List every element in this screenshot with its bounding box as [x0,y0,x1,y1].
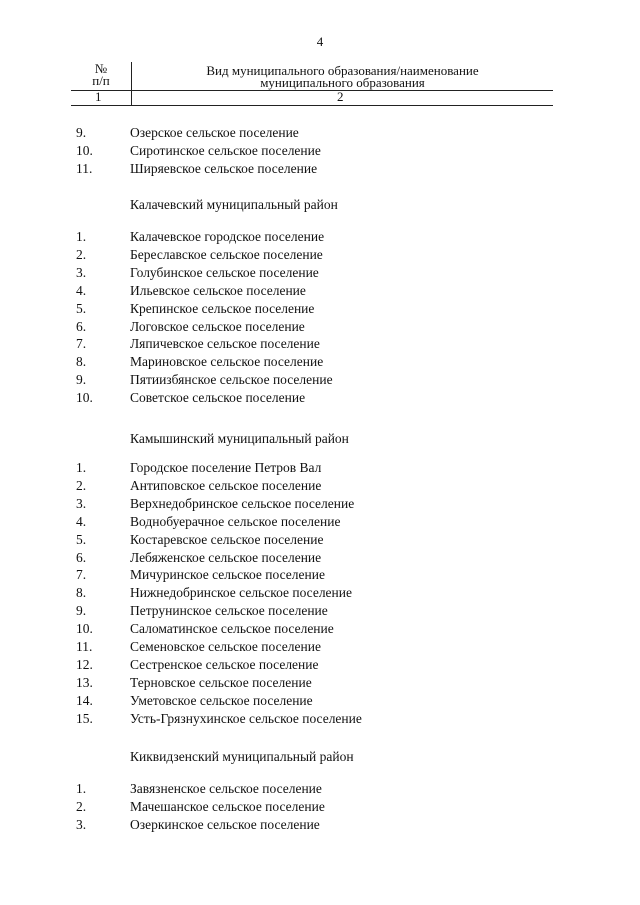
item-number: 10. [76,621,93,637]
item-name: Сиротинское сельское поселение [130,142,321,158]
column-1-number: 1 [95,89,102,104]
list-item [0,531,640,549]
column-name-header-line2: муниципального образования [260,75,425,90]
item-number: 9. [76,603,87,619]
list-item [0,371,640,389]
number-abbreviation: п/п [92,73,110,88]
item-name: Логовское сельское поселение [130,318,305,334]
item-name: Мичуринское сельское поселение [130,567,325,583]
list-item [0,300,640,318]
list-item [0,566,640,584]
list-item [0,160,640,178]
item-name: Усть-Грязнухинское сельское поселение [130,710,362,726]
item-number: 11. [76,160,93,176]
column-name-header [132,65,553,89]
item-number: 14. [76,692,93,708]
table-header-numbers [71,91,553,105]
list-item [0,389,640,407]
list-item [0,318,640,336]
item-name: Береславское сельское поселение [130,246,323,262]
column-2-number: 2 [337,89,344,104]
district-heading: Калачевский муниципальный район [130,197,338,212]
item-number: 7. [76,336,87,352]
list-item [0,602,640,620]
list-item [0,620,640,638]
list-item [0,674,640,692]
list-item [0,459,640,477]
item-number: 2. [76,798,87,814]
item-number: 2. [76,246,87,262]
item-name: Костаревское сельское поселение [130,531,324,547]
list-item [0,353,640,371]
item-number: 8. [76,354,87,370]
item-name: Озеркинское сельское поселение [130,816,320,832]
item-number: 15. [76,710,93,726]
list-item [0,584,640,602]
item-name: Ильевское сельское поселение [130,282,306,298]
list-item [0,142,640,160]
page-number: 4 [316,34,324,49]
item-number: 8. [76,585,87,601]
item-name: Саломатинское сельское поселение [130,621,334,637]
item-number: 6. [76,318,87,334]
list-item [0,816,640,834]
item-name: Нижнедобринское сельское поселение [130,585,352,601]
item-number: 9. [76,372,87,388]
item-name: Лебяженское сельское поселение [130,549,322,565]
item-number: 5. [76,300,87,316]
list-item [0,710,640,728]
item-number: 3. [76,495,87,511]
list-item [0,495,640,513]
number-sign: № [94,61,108,76]
item-name: Сестренское сельское поселение [130,656,319,672]
item-name: Пятиизбянское сельское поселение [130,372,333,388]
list-item [0,124,640,142]
item-name: Советское сельское поселение [130,390,306,406]
item-name: Калачевское городское поселение [130,229,325,244]
item-number: 1. [76,781,87,796]
item-name: Уметовское сельское поселение [130,692,313,708]
item-number: 10. [76,142,93,158]
item-name: Крепинское сельское поселение [130,300,315,316]
list-item [0,477,640,495]
list-item [0,638,640,656]
item-number: 1. [76,460,87,475]
list-item [0,513,640,531]
column-number-header [71,63,131,87]
table-header [71,62,553,106]
item-name: Завязненское сельское поселение [130,781,322,796]
list-item [0,335,640,353]
item-name: Петрунинское сельское поселение [130,603,328,619]
list-item [0,246,640,264]
list-item [0,264,640,282]
item-number: 3. [76,816,87,832]
list-item [0,692,640,710]
item-number: 7. [76,567,87,583]
list-item [0,780,640,798]
item-number: 10. [76,390,93,406]
column-divider [131,91,132,105]
item-name: Мариновское сельское поселение [130,354,324,370]
item-name: Верхнедобринское сельское поселение [130,495,355,511]
item-number: 2. [76,477,87,493]
item-number: 11. [76,639,93,654]
table-header-titles [71,62,553,91]
item-number: 1. [76,229,87,244]
item-name: Семеновское сельское поселение [130,639,321,654]
item-name: Голубинское сельское поселение [130,264,319,280]
item-number: 6. [76,549,87,565]
item-name: Антиповское сельское поселение [130,477,322,493]
item-name: Ляпичевское сельское поселение [130,336,320,352]
list-item [0,798,640,816]
list-item [0,656,640,674]
item-name: Воднобуерачное сельское поселение [130,513,341,529]
list-item [0,228,640,246]
item-number: 13. [76,674,93,690]
item-name: Городское поселение Петров Вал [130,460,322,475]
item-name: Ширяевское сельское поселение [130,160,318,176]
item-number: 12. [76,656,93,672]
column-name-header-line1: Вид муниципального образования/наименование [206,63,479,78]
item-name: Озерское сельское поселение [130,125,299,140]
item-number: 5. [76,531,87,547]
item-number: 9. [76,125,87,140]
item-number: 3. [76,264,87,280]
item-name: Мачешанское сельское поселение [130,798,325,814]
item-number: 4. [76,513,87,529]
item-number: 4. [76,282,87,298]
item-name: Терновское сельское поселение [130,674,312,690]
list-item [0,282,640,300]
list-item [0,549,640,567]
district-heading: Камышинский муниципальный район [130,431,349,446]
district-heading: Киквидзенский муниципальный район [130,749,354,764]
